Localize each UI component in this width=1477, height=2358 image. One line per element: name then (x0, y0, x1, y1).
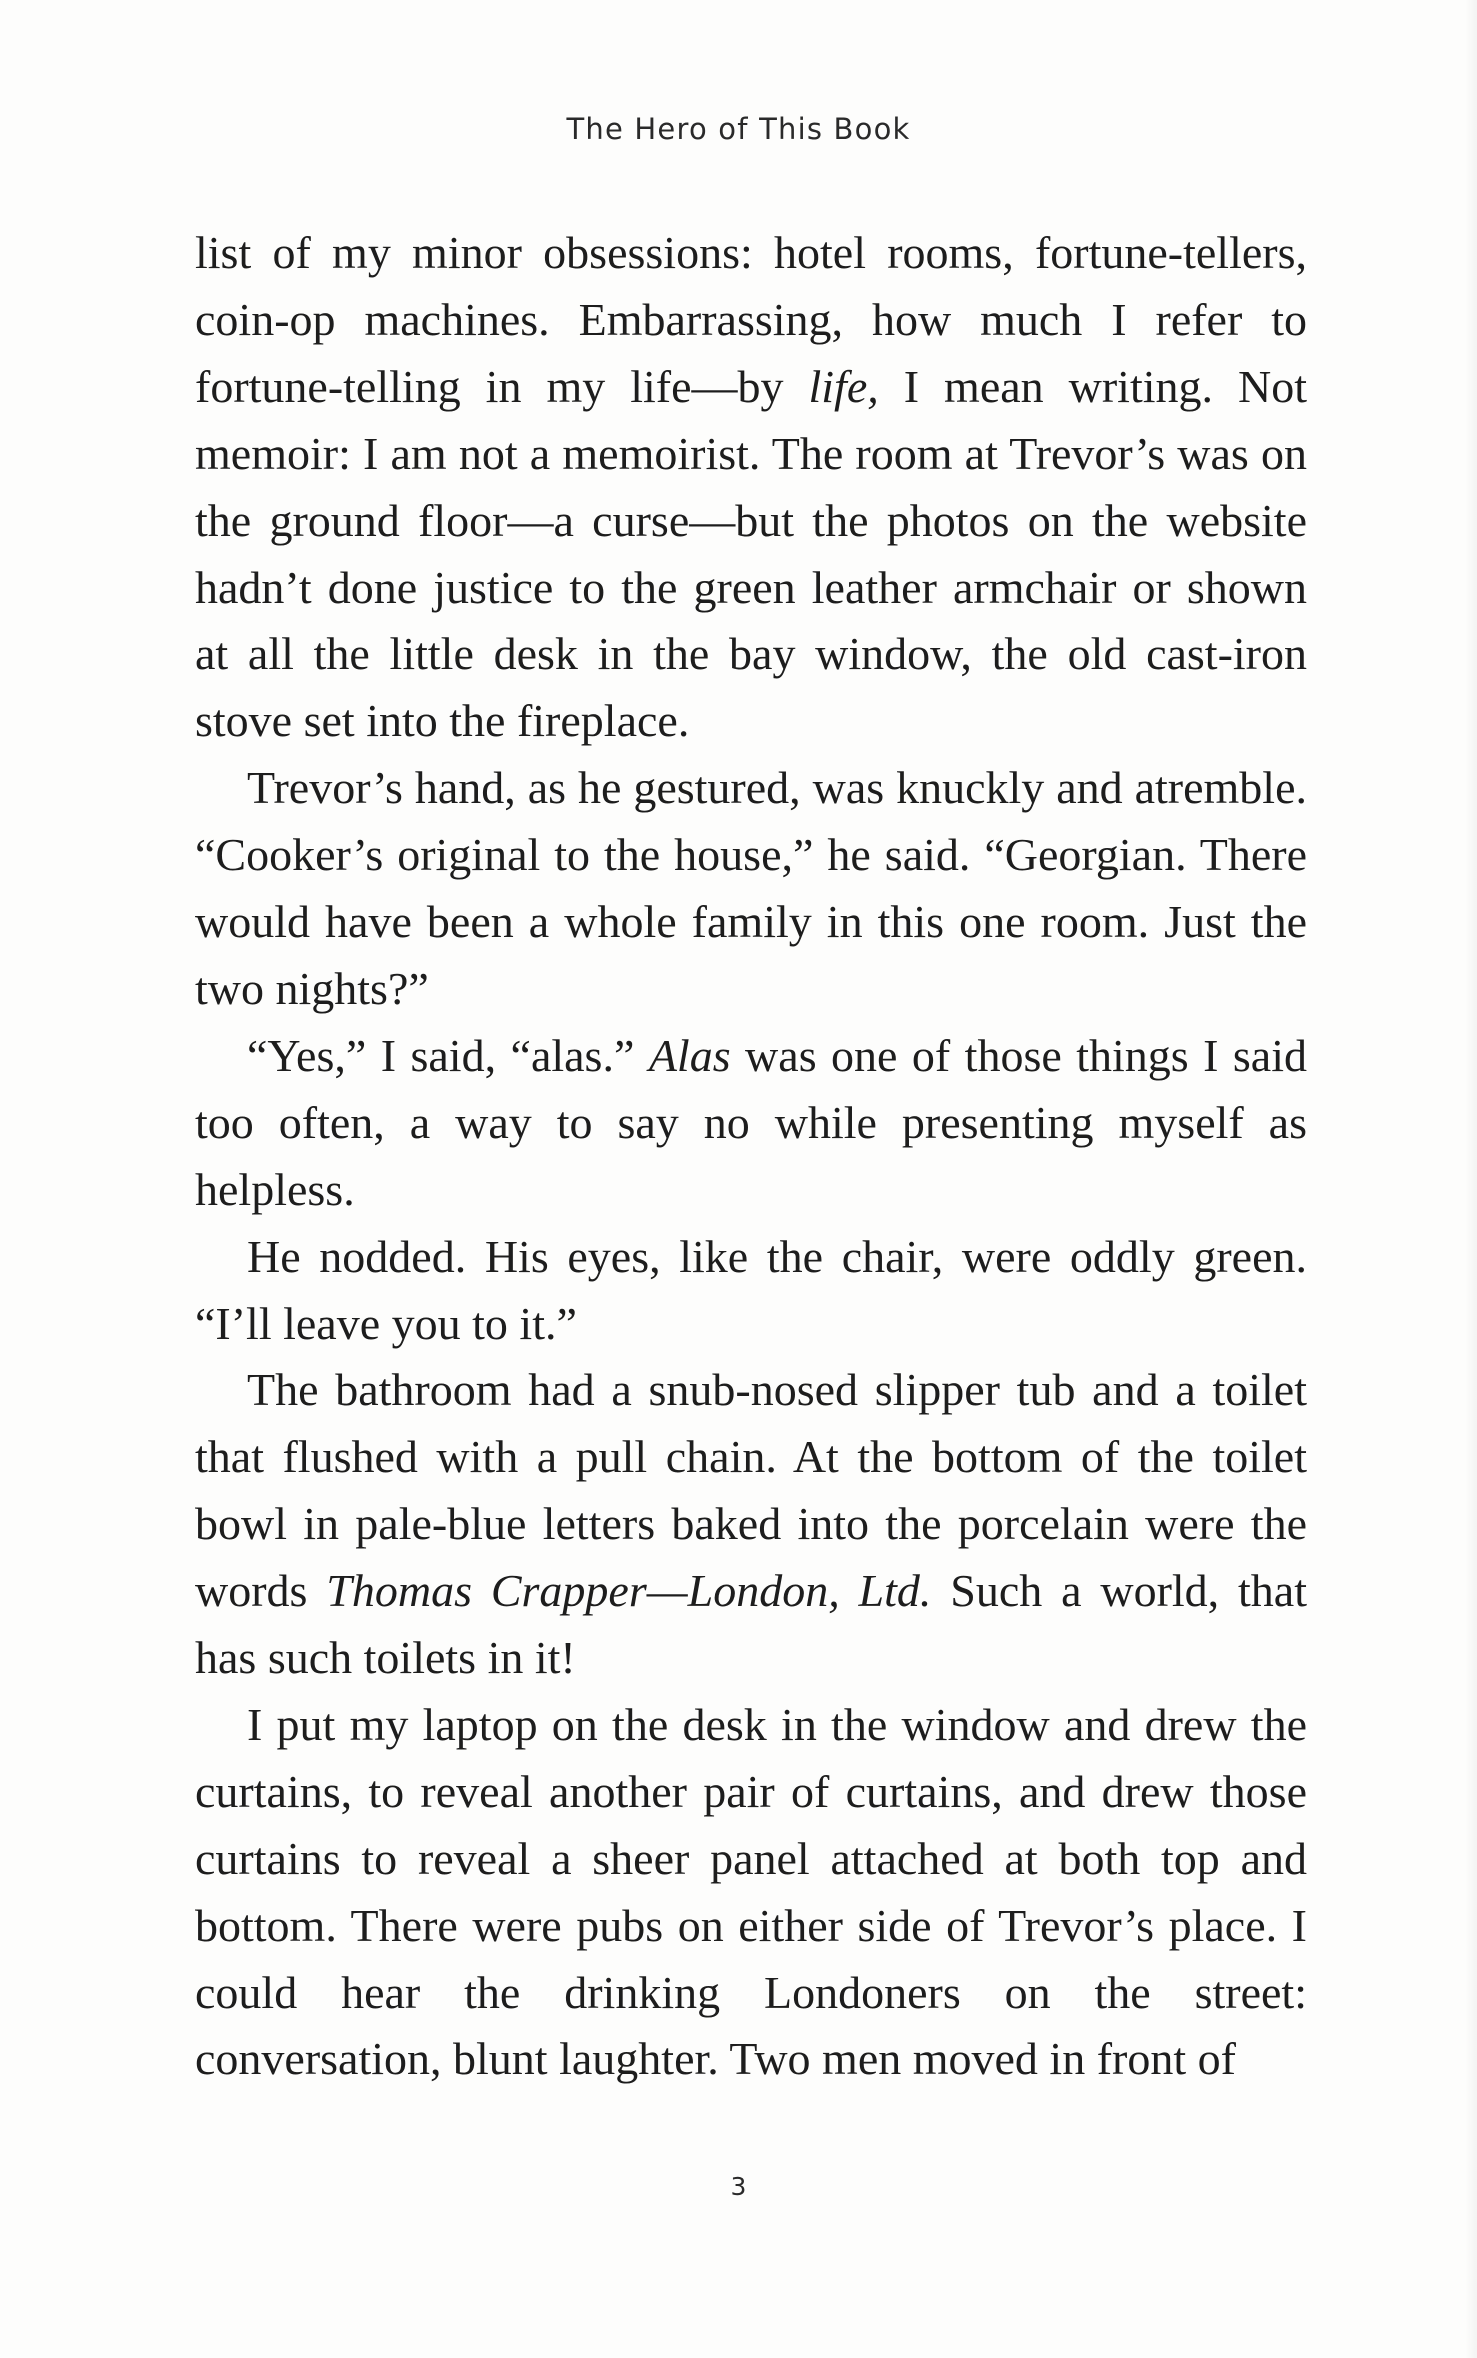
text-run: The bathroom had a snub-nosed slipper tub and a toilet that flushed with a pull chain. At the bottom of the toilet bowl in pale-blue letters baked into the porcelain were the words (195, 1364, 1307, 1617)
page-edge-shadow (1465, 0, 1477, 2358)
text-run-italic: Thomas Crapper—London, Ltd. (326, 1565, 932, 1617)
paragraph (195, 1692, 1307, 2093)
paragraph (195, 1224, 1307, 1358)
running-head: The Hero of This Book (566, 112, 911, 146)
text-run: He nodded. His eyes, like the chair, were oddly green. “I’ll leave you to it.” (195, 1230, 1307, 1349)
text-run-italic: life, (808, 360, 879, 412)
page-number: 3 (730, 2172, 747, 2201)
paragraph (195, 1023, 1307, 1224)
text-run: “Yes,” I said, “alas.” (247, 1029, 649, 1081)
text-run: was one of those things I said too often, a way to say no while presenting myself as helpless. (195, 1029, 1307, 1215)
text-run: I mean writing. Not memoir: I am not a memoirist. The room at Trevor’s was on the ground floor—a curse—but the photos on the website hadn’t done justice to the green leather armchair or shown at all the little desk in the bay window, the old cast-iron stove set into the fireplace. (195, 360, 1307, 747)
paragraph (195, 1357, 1307, 1692)
text-run: I put my laptop on the desk in the window and drew the curtains, to reveal another pair of curtains, and drew those curtains to reveal a sheer panel attached at both top and bottom. There were pubs on either side of Trevor’s place. I could hear the drinking Londoners on the street: conversation, blunt laughter. Two men moved in front of (195, 1698, 1307, 2085)
text-run: Trevor’s hand, as he gestured, was knuckly and atremble. “Cooker’s original to the house,” he said. “Georgian. There would have been a whole family in this one room. Just the two nights?” (195, 762, 1307, 1014)
text-run: list of my minor obsessions: hotel rooms, fortune-tellers, coin-op machines. Embarrassing, how much I refer to fortune-telling in my life—by (195, 227, 1307, 412)
paragraph (195, 220, 1307, 755)
text-run-italic: Alas (648, 1029, 731, 1081)
paragraph (195, 755, 1307, 1023)
text-run: Such a world, that has such toilets in it! (195, 1565, 1307, 1684)
body-text (195, 220, 1307, 2093)
